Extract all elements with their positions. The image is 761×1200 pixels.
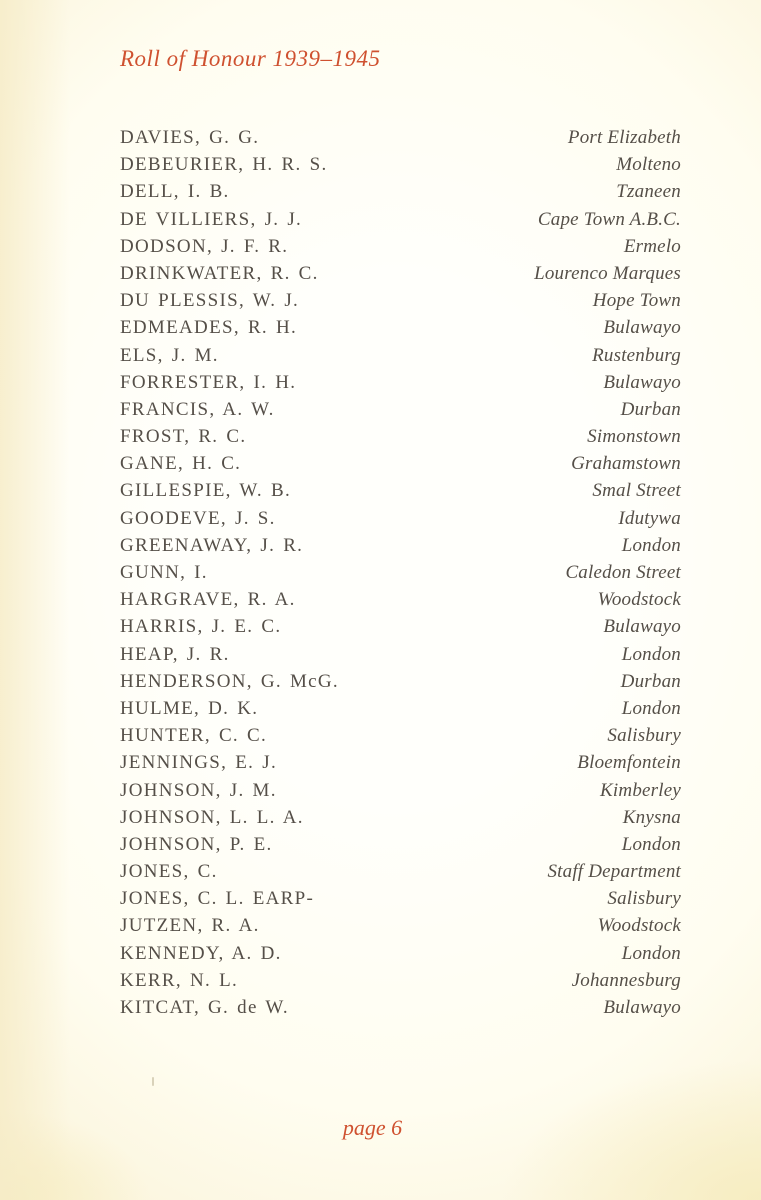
roll-entry xyxy=(120,725,681,752)
place-name: Lourenco Marques xyxy=(534,262,681,284)
person-name: DU PLESSIS, W. J. xyxy=(120,290,300,312)
place-name: Woodstock xyxy=(597,915,681,937)
place-name: Hope Town xyxy=(592,290,681,312)
roll-entry xyxy=(120,453,681,480)
person-name: HUNTER, C. C. xyxy=(120,725,268,747)
place-name: Staff Department xyxy=(547,861,681,883)
place-name: London xyxy=(621,534,681,556)
roll-entry xyxy=(120,535,681,562)
place-name: Salisbury xyxy=(607,888,681,910)
place-name: London xyxy=(621,833,681,855)
roll-entry xyxy=(120,997,681,1024)
roll-entry xyxy=(120,236,681,263)
roll-entry xyxy=(120,915,681,942)
roll-entry xyxy=(120,671,681,698)
roll-entry xyxy=(120,861,681,888)
roll-entry xyxy=(120,399,681,426)
person-name: HENDERSON, G. McG. xyxy=(120,670,339,692)
place-name: London xyxy=(621,643,681,665)
place-name: Rustenburg xyxy=(592,344,681,366)
roll-entry xyxy=(120,263,681,290)
person-name: ELS, J. M. xyxy=(120,344,219,366)
roll-entry xyxy=(120,127,681,154)
place-name: Port Elizabeth xyxy=(567,127,681,148)
person-name: HARGRAVE, R. A. xyxy=(120,589,296,611)
roll-entry xyxy=(120,181,681,208)
roll-entry xyxy=(120,317,681,344)
person-name: JONES, C. xyxy=(120,861,218,883)
person-name: DE VILLIERS, J. J. xyxy=(120,208,303,230)
person-name: KERR, N. L. xyxy=(120,969,239,991)
place-name: Bulawayo xyxy=(603,997,681,1018)
person-name: KITCAT, G. de W. xyxy=(120,997,289,1018)
roll-entry xyxy=(120,209,681,236)
page-title: Roll of Honour 1939–1945 xyxy=(120,46,381,71)
roll-entry xyxy=(120,698,681,725)
person-name: GREENAWAY, J. R. xyxy=(120,534,304,556)
person-name: KENNEDY, A. D. xyxy=(120,942,282,964)
person-name: HULME, D. K. xyxy=(120,697,259,719)
person-name: GUNN, I. xyxy=(120,562,208,583)
roll-entry xyxy=(120,616,681,643)
roll-list xyxy=(120,127,681,1024)
place-name: Durban xyxy=(620,398,681,420)
place-name: Kimberley xyxy=(600,779,681,801)
place-name: Bulawayo xyxy=(603,371,681,393)
page-number: page 6 xyxy=(342,1115,403,1140)
place-name: Simonstown xyxy=(587,426,681,448)
roll-entry xyxy=(120,508,681,535)
roll-entry xyxy=(120,480,681,507)
place-name: Ermelo xyxy=(623,235,681,257)
roll-entry xyxy=(120,752,681,779)
person-name: JOHNSON, J. M. xyxy=(120,779,277,801)
person-name: FROST, R. C. xyxy=(120,426,247,448)
person-name: JENNINGS, E. J. xyxy=(120,752,278,774)
person-name: DAVIES, G. G. xyxy=(120,127,260,148)
place-name: Caledon Street xyxy=(565,562,681,583)
place-name: London xyxy=(621,697,681,719)
person-name: GILLESPIE, W. B. xyxy=(120,480,292,502)
place-name: Grahamstown xyxy=(571,453,681,475)
roll-entry xyxy=(120,372,681,399)
person-name: DEBEURIER, H. R. S. xyxy=(120,154,328,176)
roll-entry xyxy=(120,970,681,997)
place-name: Idutywa xyxy=(618,507,681,529)
place-name: Smal Street xyxy=(592,480,681,502)
place-name: Knysna xyxy=(622,806,681,828)
roll-entry xyxy=(120,834,681,861)
person-name: JOHNSON, P. E. xyxy=(120,833,273,855)
person-name: HARRIS, J. E. C. xyxy=(120,616,282,638)
place-name: London xyxy=(621,942,681,964)
place-name: Johannesburg xyxy=(571,969,681,991)
roll-entry xyxy=(120,888,681,915)
roll-entry xyxy=(120,290,681,317)
place-name: Bloemfontein xyxy=(577,752,681,774)
place-name: Cape Town A.B.C. xyxy=(537,208,681,230)
person-name: DRINKWATER, R. C. xyxy=(120,262,319,284)
roll-entry xyxy=(120,780,681,807)
roll-entry xyxy=(120,345,681,372)
person-name: DELL, I. B. xyxy=(120,181,230,203)
roll-entry xyxy=(120,807,681,834)
person-name: JOHNSON, L. L. A. xyxy=(120,806,304,828)
roll-entry xyxy=(120,562,681,589)
place-name: Durban xyxy=(620,670,681,692)
scan-artifact-mark xyxy=(152,1077,154,1086)
person-name: FRANCIS, A. W. xyxy=(120,398,275,420)
person-name: FORRESTER, I. H. xyxy=(120,371,297,393)
person-name: JUTZEN, R. A. xyxy=(120,915,260,937)
roll-entry xyxy=(120,943,681,970)
person-name: JONES, C. L. EARP- xyxy=(120,888,315,910)
place-name: Bulawayo xyxy=(603,317,681,339)
place-name: Tzaneen xyxy=(616,181,681,203)
person-name: DODSON, J. F. R. xyxy=(120,235,289,257)
person-name: HEAP, J. R. xyxy=(120,643,230,665)
roll-entry xyxy=(120,644,681,671)
person-name: GANE, H. C. xyxy=(120,453,242,475)
person-name: GOODEVE, J. S. xyxy=(120,507,276,529)
place-name: Molteno xyxy=(616,154,681,176)
place-name: Salisbury xyxy=(607,725,681,747)
roll-entry xyxy=(120,154,681,181)
roll-entry xyxy=(120,589,681,616)
roll-entry xyxy=(120,426,681,453)
person-name: EDMEADES, R. H. xyxy=(120,317,298,339)
place-name: Woodstock xyxy=(597,589,681,611)
place-name: Bulawayo xyxy=(603,616,681,638)
